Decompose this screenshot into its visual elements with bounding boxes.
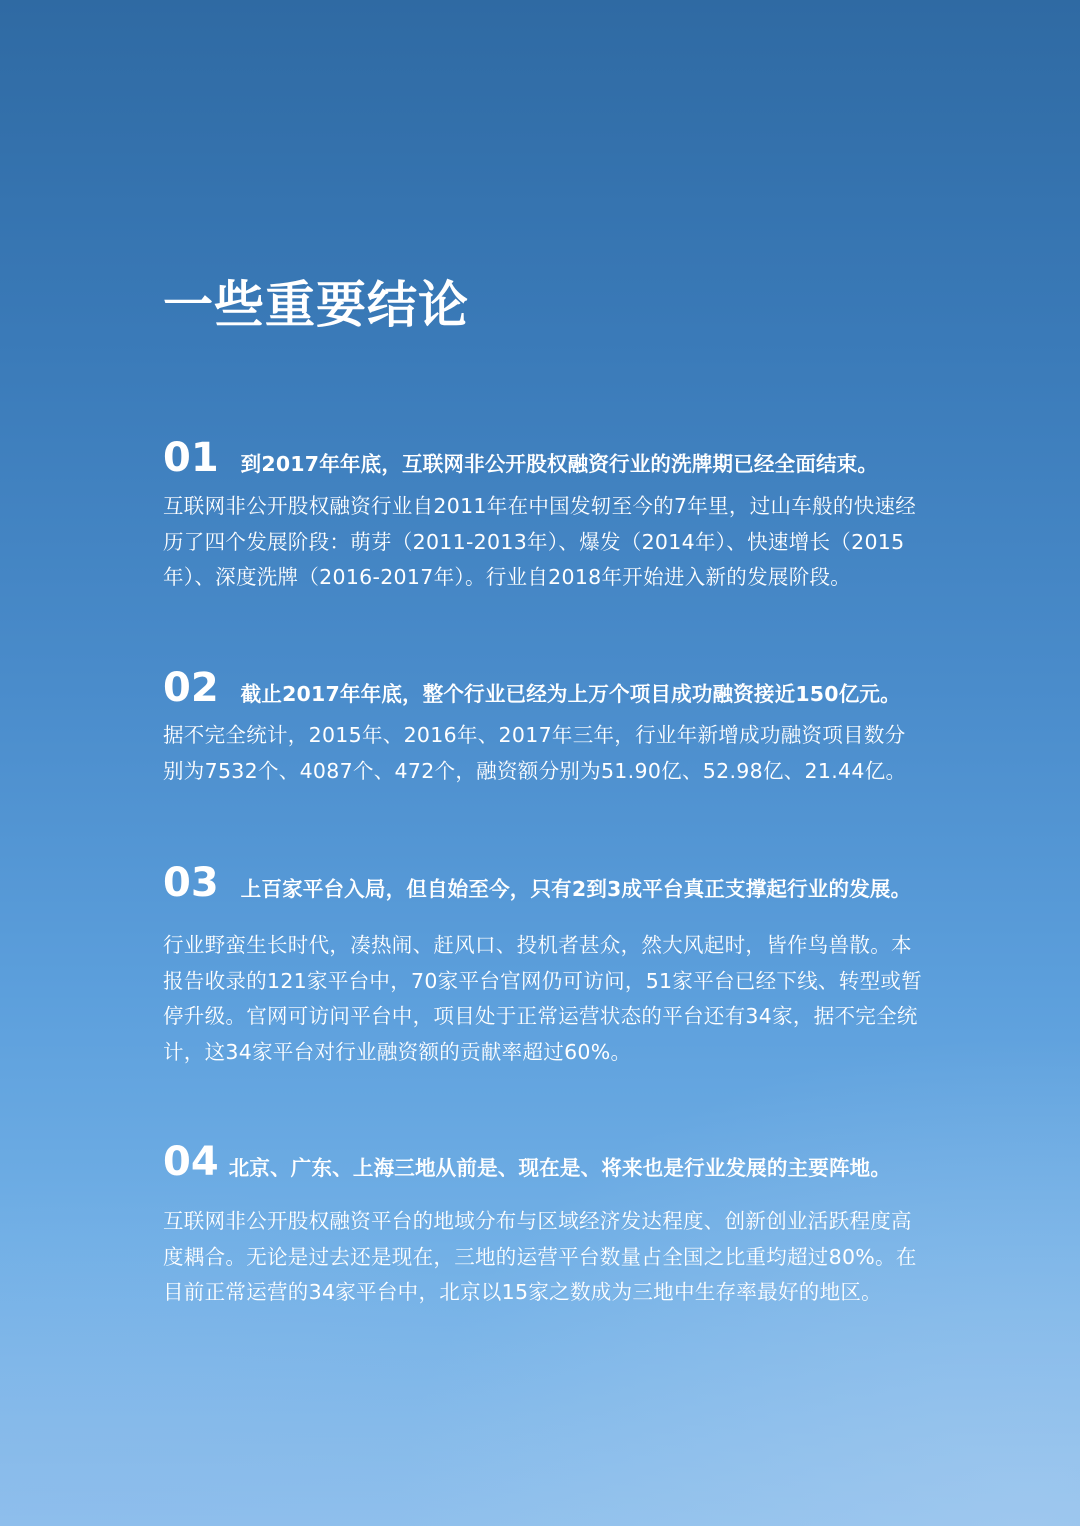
conclusion-section-04 [163,1138,923,1311]
section-heading [163,1138,923,1186]
section-body: 互联网非公开股权融资平台的地域分布与区域经济发达程度、创新创业活跃程度高度耦合。无论是过去还是现在，三地的运营平台数量占全国之比重均超过80%。在目前正常运营的34家平台中，北京以15家之数成为三地中生存率最好的地区。 [163,1209,917,1304]
section-heading [163,664,923,712]
section-number: 03 [163,860,219,906]
conclusion-section-03 [163,859,923,1070]
page-title: 一些重要结论 [163,276,469,334]
section-body: 互联网非公开股权融资行业自2011年在中国发轫至今的7年里，过山车般的快速经历了四个发展阶段：萌芽（2011-2013年）、爆发（2014年）、快速增长（2015年）、深度洗牌（2016-2017年）。行业自2018年开始进入新的发展阶段。 [163,494,917,589]
section-heading [163,859,923,907]
section-heading [163,434,923,482]
section-heading-text: 上百家平台入局，但自始至今，只有2到3成平台真正支撑起行业的发展。 [240,877,912,901]
section-number: 04 [163,1139,219,1185]
conclusion-section-01 [163,434,923,596]
section-number: 01 [163,435,219,481]
section-body: 据不完全统计，2015年、2016年、2017年三年，行业年新增成功融资项目数分别为7532个、4087个、472个，融资额分别为51.90亿、52.98亿、21.44亿。 [163,723,907,783]
section-body: 行业野蛮生长时代，凑热闹、赶风口、投机者甚众，然大风起时，皆作鸟兽散。本报告收录的121家平台中，70家平台官网仍可访问，51家平台已经下线、转型或暂停升级。官网可访问平台中，项目处于正常运营状态的平台还有34家，据不完全统计，这34家平台对行业融资额的贡献率超过60%。 [163,933,922,1064]
section-heading-text: 北京、广东、上海三地从前是、现在是、将来也是行业发展的主要阵地。 [228,1156,892,1180]
section-heading-text: 到2017年年底，互联网非公开股权融资行业的洗牌期已经全面结束。 [240,452,879,476]
section-number: 02 [163,665,219,711]
section-heading-text: 截止2017年年底，整个行业已经为上万个项目成功融资接近150亿元。 [240,682,901,706]
conclusion-section-02 [163,664,923,789]
